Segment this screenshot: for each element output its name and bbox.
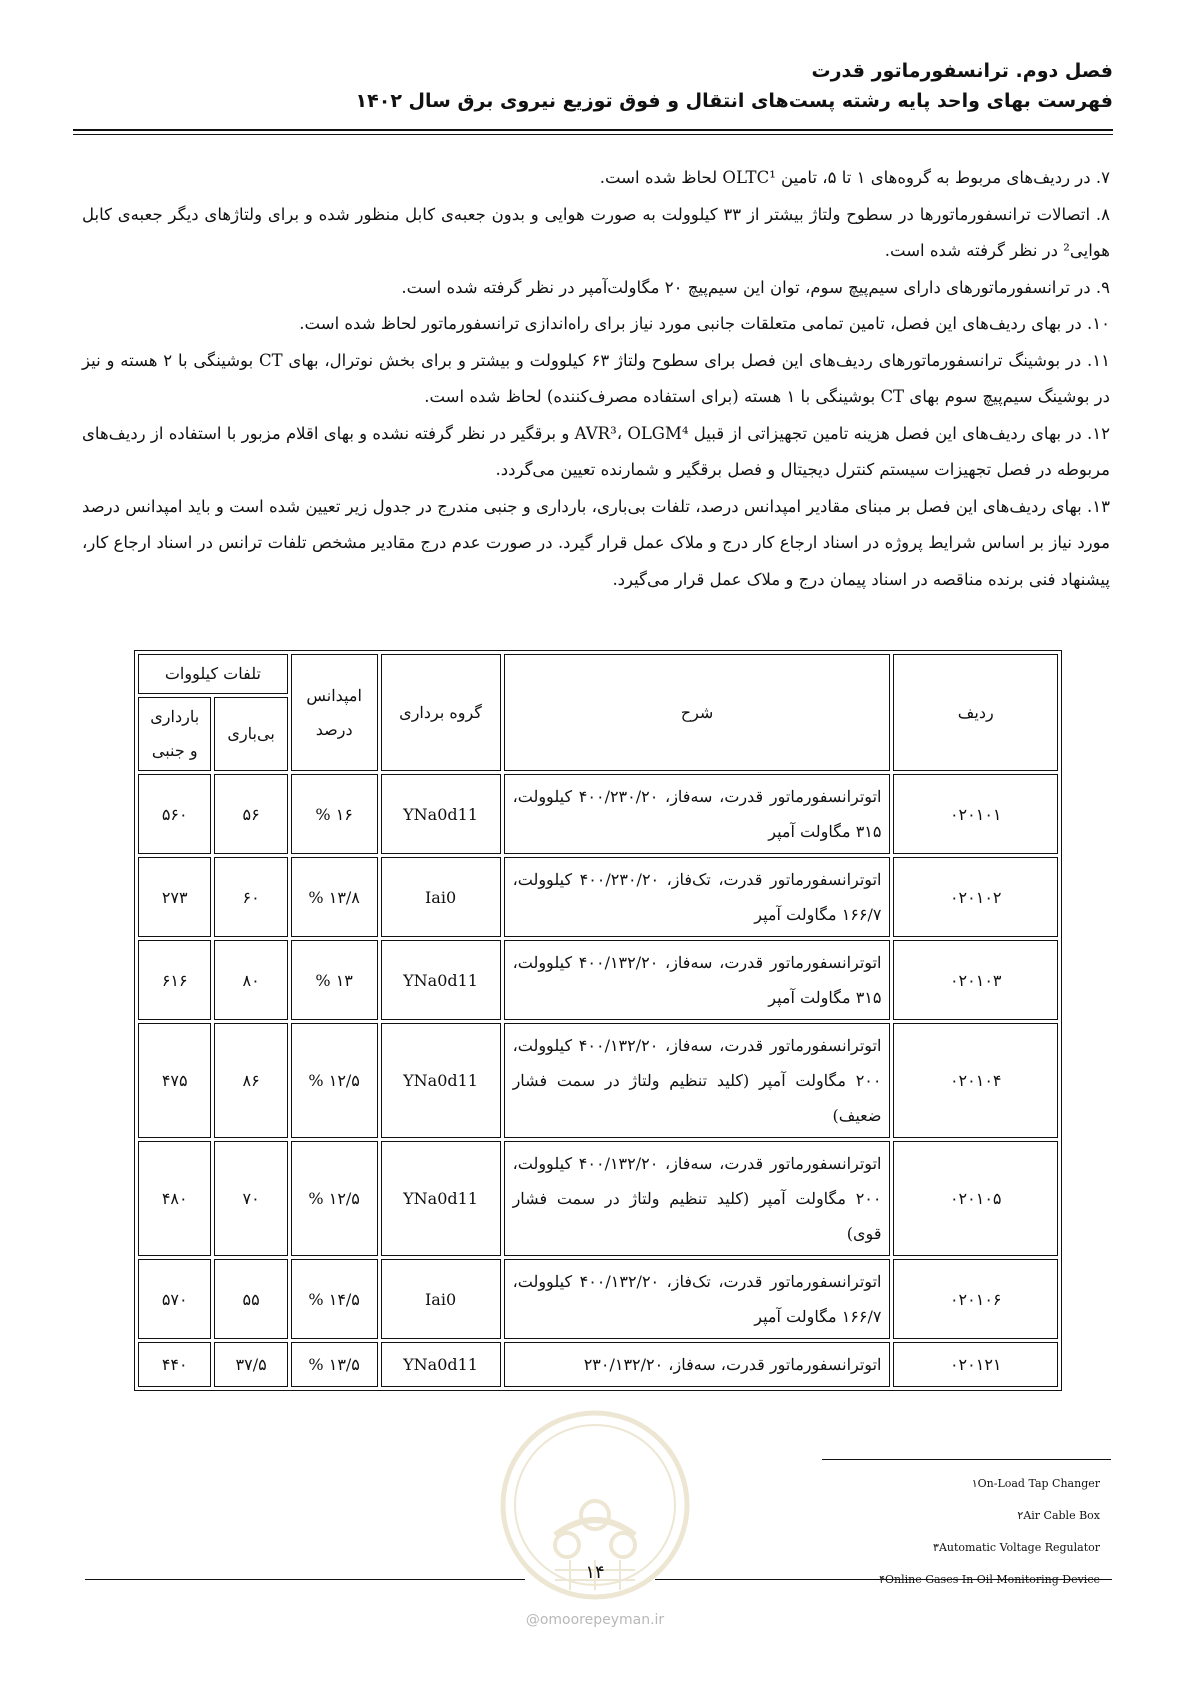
row-code: ۰۲۰۱۰۲	[893, 857, 1058, 937]
table-row	[138, 1023, 1058, 1138]
table-row	[138, 1141, 1058, 1256]
transformer-table	[134, 650, 1062, 1391]
row-code: ۰۲۰۱۰۴	[893, 1023, 1058, 1138]
header-rule-thin	[73, 134, 1113, 135]
table-row	[138, 1342, 1058, 1387]
row-description: اتوترانسفورماتور قدرت، سه‌فاز، ۴۰۰/۱۳۲/۲۰ کیلوولت، ۲۰۰ مگاولت آمپر (کلید تنظیم ولتاژ در سمت فشار قوی)	[504, 1141, 891, 1256]
row-no-load-loss: ۵۵	[214, 1259, 287, 1339]
document-title: فهرست بهای واحد پایه رشته پست‌های انتقال و فوق توزیع نیروی برق سال ۱۴۰۲	[355, 90, 1113, 112]
row-vector-group: Iai0	[381, 1259, 501, 1339]
row-code: ۰۲۰۱۰۶	[893, 1259, 1058, 1339]
row-vector-group: YNa0d11	[381, 940, 501, 1020]
row-vector-group: YNa0d11	[381, 774, 501, 854]
header-impedance: امپدانس درصد	[291, 654, 378, 771]
table-row	[138, 940, 1058, 1020]
header-losses: تلفات کیلووات	[138, 654, 288, 694]
row-load-loss: ۵۶۰	[138, 774, 211, 854]
row-code: ۰۲۰۱۰۳	[893, 940, 1058, 1020]
header-no-load: بی‌باری	[214, 697, 287, 771]
row-code: ۰۲۰۱۲۱	[893, 1342, 1058, 1387]
row-impedance: ۱۳/۸ %	[291, 857, 378, 937]
notes-body	[82, 160, 1110, 598]
row-no-load-loss: ۷۰	[214, 1141, 287, 1256]
footer-rule-left	[85, 1579, 525, 1580]
row-impedance: ۱۲/۵ %	[291, 1141, 378, 1256]
row-description: اتوترانسفورماتور قدرت، تک‌فاز، ۴۰۰/۱۳۲/۲۰ کیلوولت، ۱۶۶/۷ مگاولت آمپر	[504, 1259, 891, 1339]
footnote-3: ۳Automatic Voltage Regulator	[933, 1541, 1100, 1554]
header-description: شرح	[504, 654, 891, 771]
footnote-2: ۲Air Cable Box	[1017, 1509, 1100, 1522]
row-impedance: ۱۳ %	[291, 940, 378, 1020]
header-load: بارداری و جنبی	[138, 697, 211, 771]
row-load-loss: ۴۴۰	[138, 1342, 211, 1387]
row-description: اتوترانسفورماتور قدرت، تک‌فاز، ۴۰۰/۲۳۰/۲۰ کیلوولت، ۱۶۶/۷ مگاولت آمپر	[504, 857, 891, 937]
row-load-loss: ۲۷۳	[138, 857, 211, 937]
row-load-loss: ۴۸۰	[138, 1141, 211, 1256]
footnote-4: ۴Online Gases In Oil Monitoring Device	[879, 1573, 1100, 1586]
row-load-loss: ۴۷۵	[138, 1023, 211, 1138]
chapter-title: فصل دوم. ترانسفورماتور قدرت	[811, 60, 1113, 82]
row-description: اتوترانسفورماتور قدرت، سه‌فاز، ۴۰۰/۱۳۲/۲۰ کیلوولت، ۲۰۰ مگاولت آمپر (کلید تنظیم ولتاژ در سمت فشار ضعیف)	[504, 1023, 891, 1138]
row-vector-group: YNa0d11	[381, 1342, 501, 1387]
row-description: اتوترانسفورماتور قدرت، سه‌فاز، ۲۳۰/۱۳۲/۲۰	[504, 1342, 891, 1387]
note-8: ۸. اتصالات ترانسفورماتورها در سطوح ولتاژ بیشتر از ۳۳ کیلوولت به صورت هوایی و بدون جعبه‌ی کابل منظور شده و برای ولتاژهای دیگر جعبه‌ی کابل هوایی² در نظر گرفته شده است.	[82, 204, 1110, 260]
footer-rule-right	[655, 1579, 1112, 1580]
row-impedance: ۱۴/۵ %	[291, 1259, 378, 1339]
row-no-load-loss: ۵۶	[214, 774, 287, 854]
note-7: ۷. در ردیف‌های مربوط به گروه‌های ۱ تا ۵، تامین OLTC¹ لحاظ شده است.	[599, 168, 1110, 187]
note-9: ۹. در ترانسفورماتورهای دارای سیم‌پیچ سوم، توان این سیم‌پیچ ۲۰ مگاولت‌آمپر در نظر گرفته شده است.	[401, 277, 1110, 297]
row-code: ۰۲۰۱۰۵	[893, 1141, 1058, 1256]
row-no-load-loss: ۳۷/۵	[214, 1342, 287, 1387]
note-13: ۱۳. بهای ردیف‌های این فصل بر مبنای مقادیر امپدانس درصد، تلفات بی‌باری، بارداری و جنبی مندرج در جدول زیر تعیین شده است و باید امپدانس درصد مورد نیاز بر اساس شرایط پروژه در اسناد ارجاع کار درج و ملاک عمل قرار گیرد. در صورت عدم درج مقادیر مشخص تلفات ترانس در اسناد ارجاع کار، پیشنهاد فنی برنده مناقصه در اسناد پیمان درج و ملاک عمل قرار می‌گیرد.	[82, 496, 1110, 589]
watermark-url: @omoorepeyman.ir	[525, 1612, 665, 1628]
note-12: ۱۲. در بهای ردیف‌های این فصل هزینه تامین تجهیزاتی از قبیل AVR³، OLGM⁴ و برقگیر در نظر گرفته نشده و بهای اقلام مزبور با استفاده از ردیف‌های مربوطه در فصل تجهیزات سیستم کنترل دیجیتال و فصل برقگیر و شمارنده تعیین می‌گردد.	[82, 423, 1110, 479]
row-no-load-loss: ۸۶	[214, 1023, 287, 1138]
page-number: ۱۴	[585, 1562, 605, 1583]
table-row	[138, 857, 1058, 937]
table-row	[138, 1259, 1058, 1339]
row-description: اتوترانسفورماتور قدرت، سه‌فاز، ۴۰۰/۲۳۰/۲۰ کیلوولت، ۳۱۵ مگاولت آمپر	[504, 774, 891, 854]
footnote-separator	[822, 1459, 1111, 1460]
row-impedance: ۱۳/۵ %	[291, 1342, 378, 1387]
header-row-number: ردیف	[893, 654, 1058, 771]
row-impedance: ۱۶ %	[291, 774, 378, 854]
table-row	[138, 774, 1058, 854]
row-load-loss: ۶۱۶	[138, 940, 211, 1020]
row-no-load-loss: ۶۰	[214, 857, 287, 937]
header-rule-thick	[73, 129, 1113, 131]
note-11: ۱۱. در بوشینگ ترانسفورماتورهای ردیف‌های این فصل برای سطوح ولتاژ ۶۳ کیلوولت و بیشتر و برای بخش نوترال، بهای CT بوشینگی با ۲ هسته و نیز در بوشینگ سیم‌پیچ سوم بهای CT بوشینگی با ۱ هسته (برای استفاده مصرف‌کننده) لحاظ شده است.	[82, 350, 1110, 406]
row-description: اتوترانسفورماتور قدرت، سه‌فاز، ۴۰۰/۱۳۲/۲۰ کیلوولت، ۳۱۵ مگاولت آمپر	[504, 940, 891, 1020]
footnote-1: ۱On-Load Tap Changer	[971, 1477, 1100, 1490]
row-vector-group: YNa0d11	[381, 1023, 501, 1138]
note-10: ۱۰. در بهای ردیف‌های این فصل، تامین تمامی متعلقات جانبی مورد نیاز برای راه‌اندازی ترانسفورماتور لحاظ شده است.	[299, 314, 1110, 333]
row-load-loss: ۵۷۰	[138, 1259, 211, 1339]
row-vector-group: YNa0d11	[381, 1141, 501, 1256]
row-impedance: ۱۲/۵ %	[291, 1023, 378, 1138]
page-header	[73, 56, 1113, 116]
row-no-load-loss: ۸۰	[214, 940, 287, 1020]
row-vector-group: Iai0	[381, 857, 501, 937]
footnotes	[800, 1468, 1100, 1596]
row-code: ۰۲۰۱۰۱	[893, 774, 1058, 854]
header-vector-group: گروه برداری	[381, 654, 501, 771]
